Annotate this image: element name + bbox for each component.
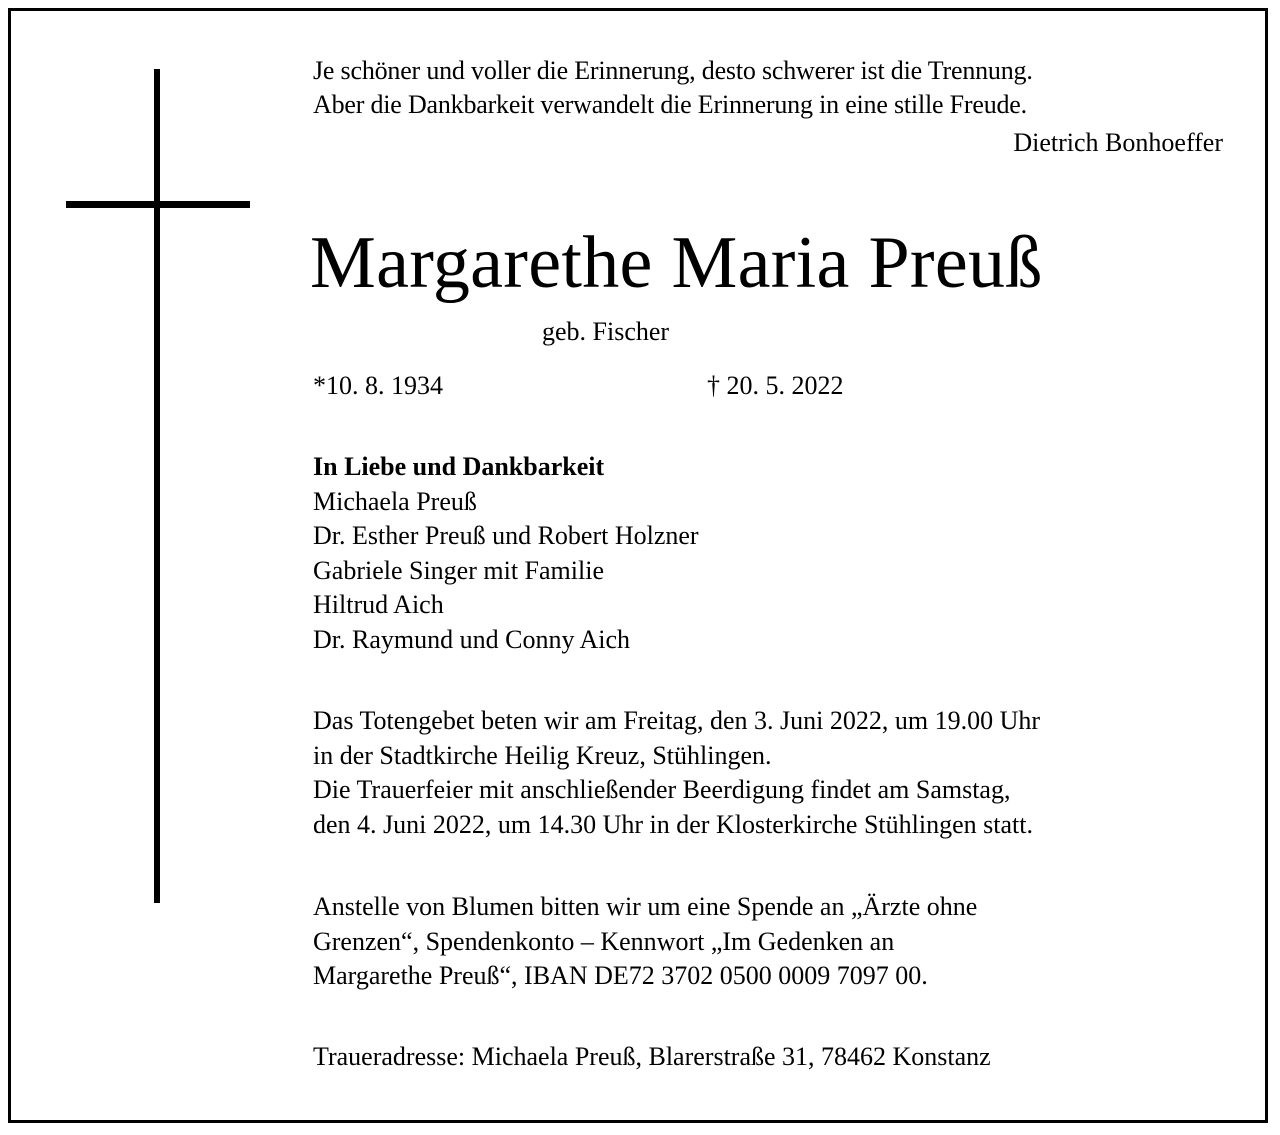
service-line: Die Trauerfeier mit anschließender Beerdigung findet am Samstag, <box>313 775 1011 804</box>
quote-author: Dietrich Bonhoeffer <box>1013 128 1223 157</box>
donation-line: Anstelle von Blumen bitten wir um eine Spende an „Ärzte ohne <box>313 892 978 921</box>
cross-vertical-bar <box>154 69 160 903</box>
service-line: Das Totengebet beten wir am Freitag, den 3. Juni 2022, um 19.00 Uhr <box>313 706 1041 735</box>
donation-request <box>313 890 1223 994</box>
donation-line: Margarethe Preuß“, IBAN DE72 3702 0500 0009 7097 00. <box>313 961 928 990</box>
cross-horizontal-bar <box>66 201 250 208</box>
mourning-address <box>313 1040 1223 1075</box>
mourner-name: Michaela Preuß <box>313 486 477 516</box>
mourner-name: Hiltrud Aich <box>313 590 444 619</box>
service-line: den 4. Juni 2022, um 14.30 Uhr in der Klosterkirche Stühlingen statt. <box>313 809 1033 839</box>
quote-line: Aber die Dankbarkeit verwandelt die Erinnerung in eine stille Freude. <box>313 90 1027 119</box>
birth-date: *10. 8. 1934 <box>313 371 443 400</box>
mourners-heading: In Liebe und Dankbarkeit <box>313 452 605 481</box>
address-line: Traueradresse: Michaela Preuß, Blarerstraße 31, 78462 Konstanz <box>313 1042 991 1071</box>
service-line: in der Stadtkirche Heilig Kreuz, Stühlingen. <box>313 740 772 770</box>
donation-line: Grenzen“, Spendenkonto – Kennwort „Im Gedenken an <box>313 926 895 956</box>
mourner-name: Gabriele Singer mit Familie <box>313 555 604 585</box>
service-details <box>313 704 1223 842</box>
quote-line: Je schöner und voller die Erinnerung, desto schwerer ist die Trennung. <box>313 56 1033 85</box>
mourner-name: Dr. Esther Preuß und Robert Holzner <box>313 521 699 550</box>
death-date: † 20. 5. 2022 <box>707 371 844 400</box>
maiden-name: geb. Fischer <box>542 317 670 346</box>
deceased-name: Margarethe Maria Preuß <box>310 222 1043 304</box>
mourners-list <box>313 450 699 657</box>
mourner-name: Dr. Raymund und Conny Aich <box>313 624 631 654</box>
quote <box>313 54 1223 122</box>
